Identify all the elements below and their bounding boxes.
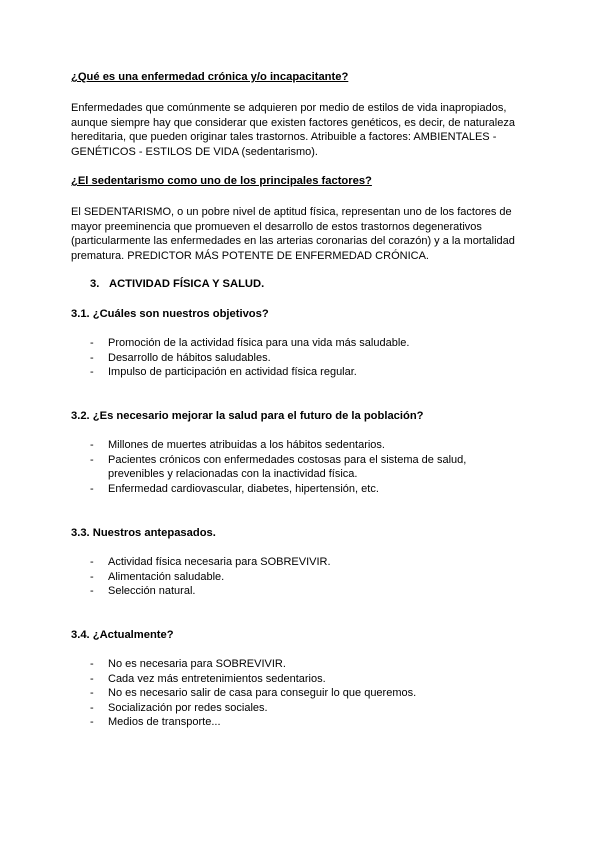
subheading-3-3: 3.3. Nuestros antepasados. bbox=[71, 527, 216, 539]
list-actualmente bbox=[90, 657, 416, 730]
paragraph-line: Enfermedades que comúnmente se adquieren por medio de estilos de vida inapropiados, bbox=[71, 102, 507, 114]
subheading-3-2: 3.2. ¿Es necesario mejorar la salud para el futuro de la población? bbox=[71, 410, 424, 422]
list-item: - Pacientes crónicos con enfermedades costosas para el sistema de salud, prevenibles y relacionadas con la inactividad física. bbox=[90, 453, 467, 481]
dash-bullet: - bbox=[90, 366, 94, 379]
paragraph-line: GENÉTICOS - ESTILOS DE VIDA (sedentarismo). bbox=[71, 145, 318, 158]
heading-sedentarismo: ¿El sedentarismo como uno de los principales factores? bbox=[71, 175, 372, 187]
list-item: - Actividad física necesaria para SOBREVIVIR. bbox=[90, 556, 331, 568]
dash-bullet: - bbox=[90, 337, 94, 349]
list-item: - Enfermedad cardiovascular, diabetes, hipertensión, etc. bbox=[90, 482, 379, 495]
paragraph-sedentarismo bbox=[71, 205, 531, 263]
dash-bullet: - bbox=[90, 585, 94, 598]
dash-bullet: - bbox=[90, 701, 94, 714]
dash-bullet: - bbox=[90, 482, 94, 495]
dash-bullet: - bbox=[90, 658, 94, 670]
paragraph-line: aunque siempre hay que considerar que existen factores genéticos, es decir, de naturaleza bbox=[71, 116, 515, 129]
dash-bullet: - bbox=[90, 439, 94, 451]
dash-bullet: - bbox=[90, 556, 94, 568]
paragraph-line: prematura. PREDICTOR MÁS POTENTE DE ENFERMEDAD CRÓNICA. bbox=[71, 249, 429, 262]
subheading-3-1: 3.1. ¿Cuáles son nuestros objetivos? bbox=[71, 308, 269, 320]
paragraph-line: (particularmente las enfermedades en las arterias coronarias del corazón) y a la mortalidad bbox=[71, 235, 515, 248]
section-heading-actividad-fisica bbox=[90, 278, 264, 290]
list-item: - Desarrollo de hábitos saludables. bbox=[90, 351, 271, 364]
heading-enfermedad-cronica: ¿Qué es una enfermedad crónica y/o incapacitante? bbox=[71, 71, 349, 83]
paragraph-line: El SEDENTARISMO, o un pobre nivel de aptitud física, representan uno de los factores de bbox=[71, 206, 512, 218]
list-item: - Socialización por redes sociales. bbox=[90, 701, 268, 714]
section-number: 3. bbox=[90, 278, 100, 290]
list-item: - Impulso de participación en actividad física regular. bbox=[90, 366, 357, 379]
dash-bullet: - bbox=[90, 351, 94, 364]
paragraph-line: hereditaria, que pueden originar tales trastornos. Atribuible a factores: AMBIENTALES - bbox=[71, 131, 497, 144]
list-item: - Promoción de la actividad física para una vida más saludable. bbox=[90, 337, 410, 349]
list-item: - Millones de muertes atribuidas a los hábitos sedentarios. bbox=[90, 439, 385, 451]
list-item: - Selección natural. bbox=[90, 585, 196, 598]
dash-bullet: - bbox=[90, 570, 94, 583]
dash-bullet: - bbox=[90, 716, 94, 729]
list-antepasados bbox=[90, 555, 331, 599]
list-item: - Alimentación saludable. bbox=[90, 570, 225, 583]
list-item: - No es necesario salir de casa para conseguir lo que queremos. bbox=[90, 687, 417, 700]
list-item: - Medios de transporte... bbox=[90, 716, 221, 729]
subheading-3-4: 3.4. ¿Actualmente? bbox=[71, 629, 174, 641]
dash-bullet: - bbox=[90, 672, 94, 685]
paragraph-line: mayor preeminencia que promueven el desarrollo de estos trastornos degenerativos bbox=[71, 220, 482, 233]
section-title: ACTIVIDAD FÍSICA Y SALUD. bbox=[109, 278, 265, 290]
list-item: - Cada vez más entretenimientos sedentarios. bbox=[90, 672, 326, 685]
dash-bullet: - bbox=[90, 453, 94, 466]
list-salud-poblacion bbox=[90, 438, 466, 496]
list-item: - No es necesaria para SOBREVIVIR. bbox=[90, 658, 286, 670]
paragraph-enfermedad-cronica bbox=[71, 101, 531, 159]
dash-bullet: - bbox=[90, 687, 94, 700]
list-objetivos bbox=[90, 336, 409, 380]
